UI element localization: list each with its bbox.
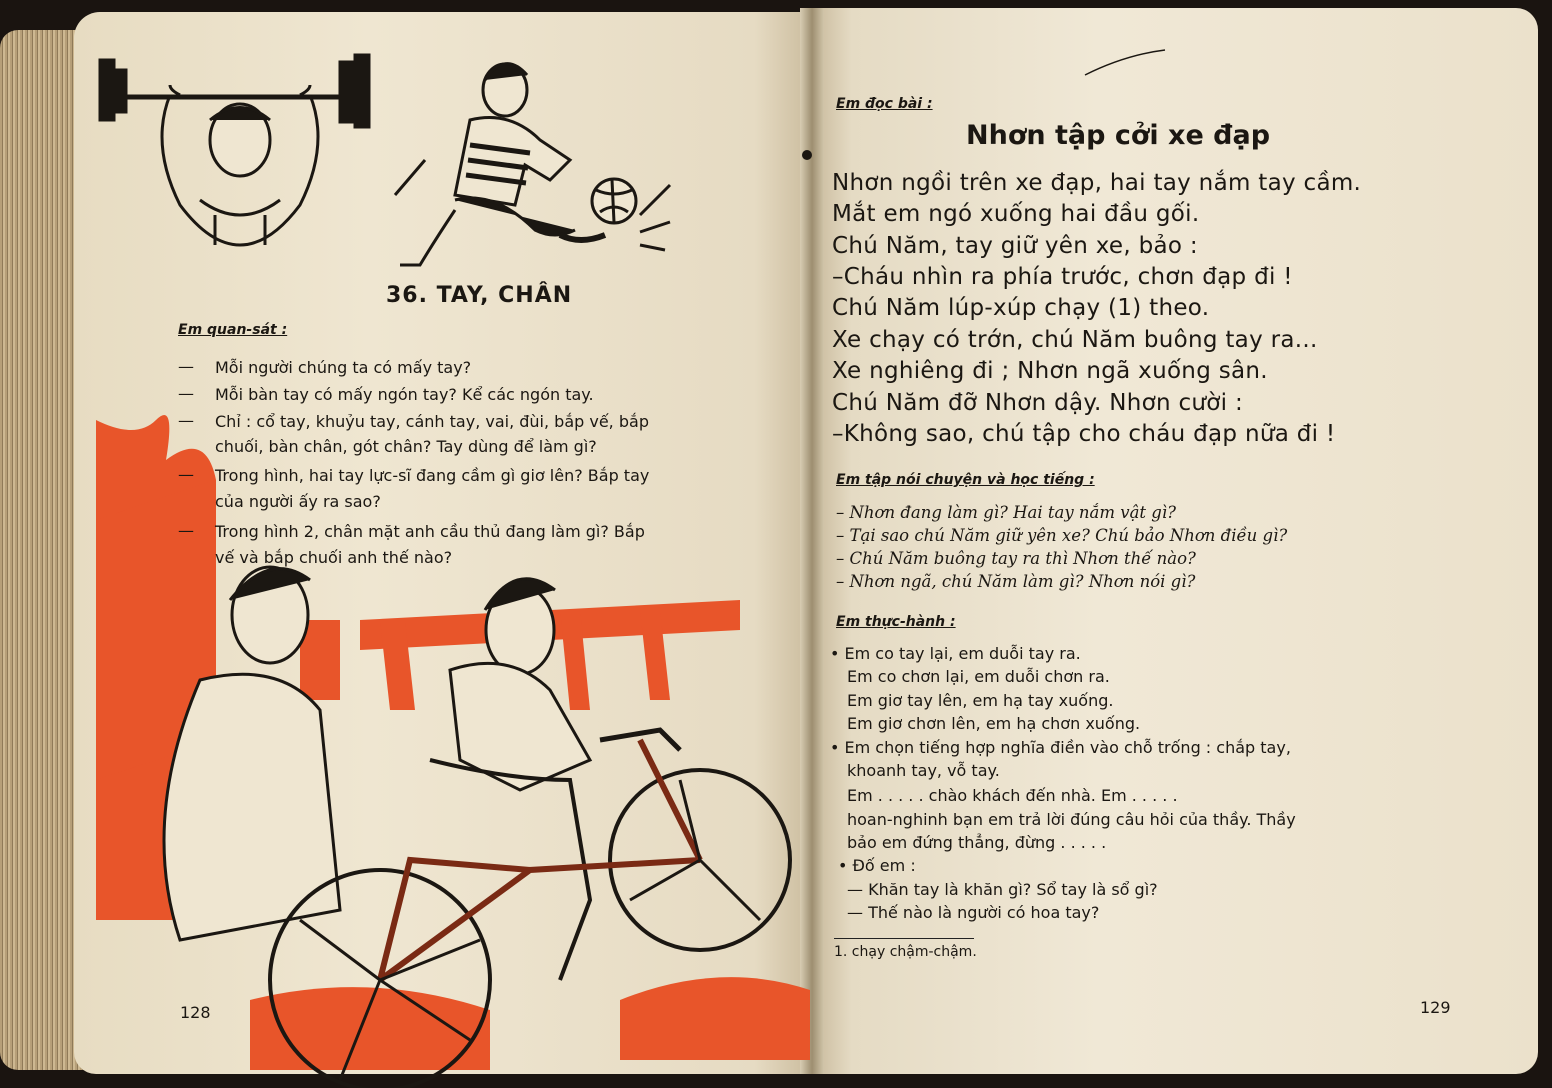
weightlifter-illustration (100, 55, 370, 245)
story-line: –Cháu nhìn ra phía trước, chơn đạp đi ! (832, 264, 1293, 290)
talk-question: – Nhơn đang làm gì? Hai tay nắm vật gì? (836, 503, 1176, 522)
story-line: Mắt em ngó xuống hai đầu gối. (832, 201, 1200, 227)
story-line: Nhơn ngồi trên xe đạp, hai tay nắm tay cầm. (832, 170, 1362, 196)
question-dash: — (178, 384, 194, 403)
question-line: Mỗi bàn tay có mấy ngón tay? Kể các ngón tay. (215, 385, 594, 404)
lesson-title: 36. TAY, CHÂN (386, 283, 573, 308)
story-line: –Không sao, chú tập cho cháu đạp nữa đi ! (832, 421, 1336, 447)
question-line: Trong hình 2, chân mặt anh cầu thủ đang làm gì? Bắp (215, 522, 645, 541)
practice-line: Em co chơn lại, em duỗi chơn ra. (847, 667, 1110, 686)
talk-question: – Chú Năm buông tay ra thì Nhơn thế nào? (836, 549, 1196, 568)
talk-question: – Nhơn ngã, chú Năm làm gì? Nhơn nói gì? (836, 572, 1196, 591)
practice-line: • Đố em : (838, 856, 916, 875)
question-line: Trong hình, hai tay lực-sĩ đang cầm gì giơ lên? Bắp tay (215, 466, 650, 485)
question-dash: — (178, 357, 194, 376)
question-line: của người ấy ra sao? (215, 492, 381, 511)
story-line: Xe chạy có trớn, chú Năm buông tay ra... (832, 327, 1318, 353)
practice-heading: Em thực-hành : (836, 614, 956, 630)
practice-line: • Em chọn tiếng hợp nghĩa điền vào chỗ trống : chắp tay, (830, 738, 1291, 757)
question-line: chuối, bàn chân, gót chân? Tay dùng để làm gì? (215, 437, 597, 456)
practice-line: Em giơ chơn lên, em hạ chơn xuống. (847, 714, 1141, 733)
question-line: vế và bắp chuối anh thế nào? (215, 548, 453, 567)
question-dash: — (178, 411, 194, 430)
practice-line: Em giơ tay lên, em hạ tay xuống. (847, 691, 1114, 710)
question-dash: — (178, 521, 194, 540)
question-line: Chỉ : cổ tay, khuỷu tay, cánh tay, vai, đùi, bắp vế, bắp (215, 412, 649, 431)
story-title: Nhơn tập cởi xe đạp (966, 120, 1271, 151)
footnote: 1. chạy chậm-chậm. (834, 944, 977, 960)
practice-line: bảo em đứng thẳng, đừng . . . . . (847, 833, 1107, 852)
footballer-illustration (395, 64, 670, 265)
practice-line: khoanh tay, vỗ tay. (847, 761, 1000, 780)
story-line: Chú Năm đỡ Nhơn dậy. Nhơn cười : (832, 390, 1243, 416)
practice-line: hoan-nghinh bạn em trả lời đúng câu hỏi của thầy. Thầy (847, 810, 1296, 829)
practice-line: Em . . . . . chào khách đến nhà. Em . . . . . (847, 786, 1178, 805)
read-heading: Em đọc bài : (836, 96, 933, 112)
page-number-right: 129 (1420, 998, 1451, 1017)
talk-question: – Tại sao chú Năm giữ yên xe? Chú bảo Nhơn điều gì? (836, 526, 1288, 545)
practice-line: • Em co tay lại, em duỗi tay ra. (830, 644, 1081, 663)
question-dash: — (178, 465, 194, 484)
page-number-left: 128 (180, 1003, 211, 1022)
question-line: Mỗi người chúng ta có mấy tay? (215, 358, 472, 377)
story-line: Xe nghiêng đi ; Nhơn ngã xuống sân. (832, 358, 1268, 384)
talk-heading: Em tập nói chuyện và học tiếng : (836, 472, 1095, 488)
footnote-rule (834, 938, 974, 939)
observe-heading: Em quan-sát : (178, 322, 288, 338)
practice-line: — Khăn tay là khăn gì? Sổ tay là sổ gì? (847, 880, 1158, 899)
story-line: Chú Năm, tay giữ yên xe, bảo : (832, 233, 1198, 259)
practice-line: — Thế nào là người có hoa tay? (847, 903, 1100, 922)
story-line: Chú Năm lúp-xúp chạy (1) theo. (832, 295, 1210, 321)
